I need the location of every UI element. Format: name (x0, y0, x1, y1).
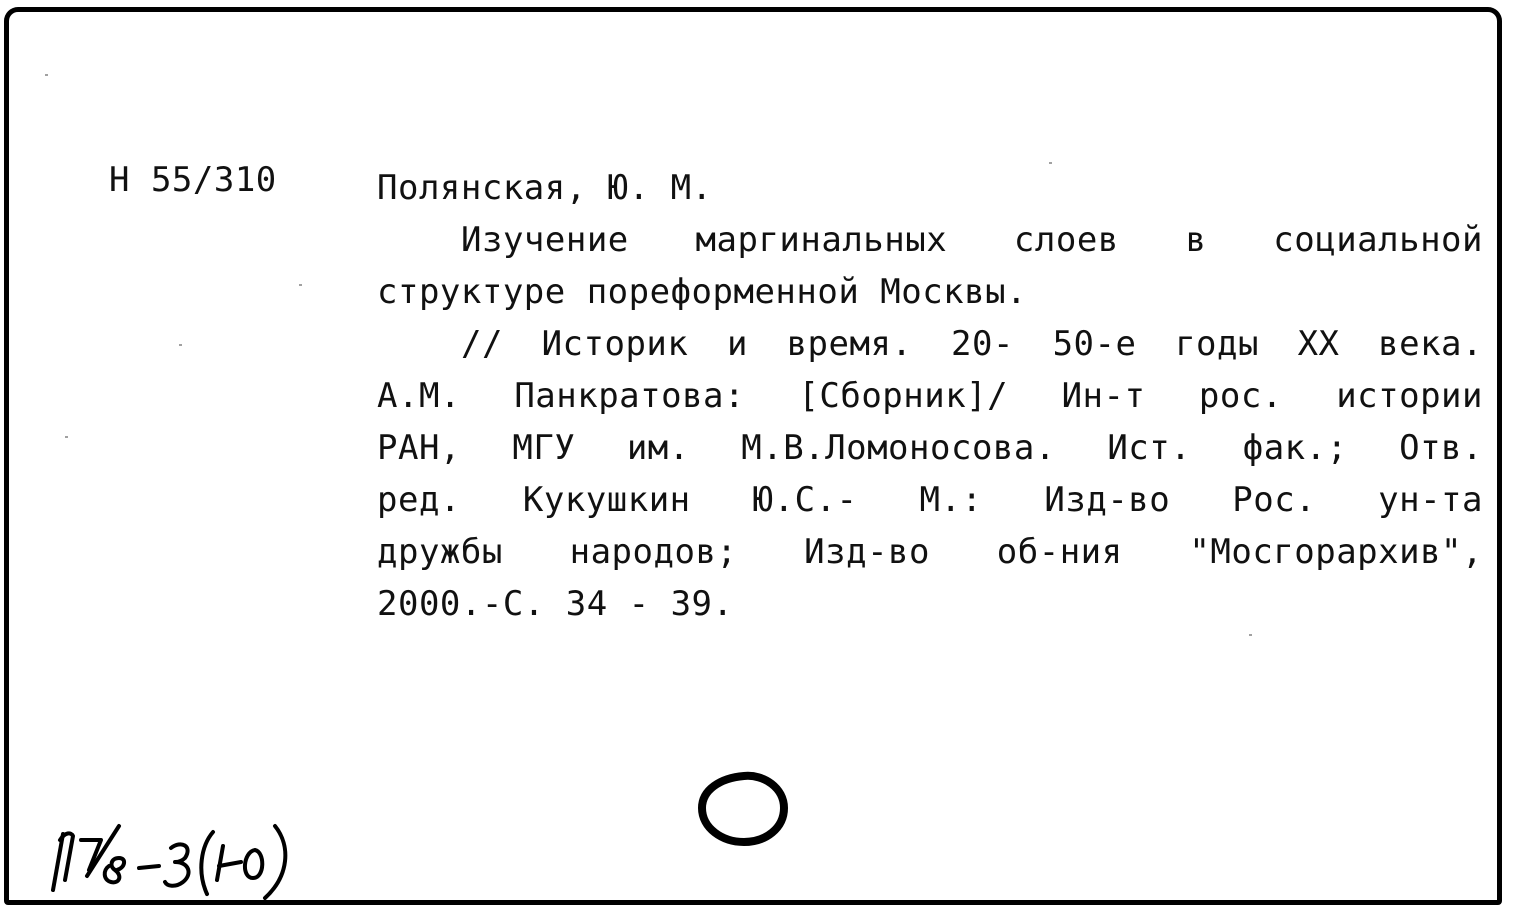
title-line-1: Изучение маргинальных слоев в социальной (461, 220, 1483, 260)
source-line-2: А.М. Панкратова: [Сборник]/ Ин-т рос. истории (377, 376, 1483, 416)
source-line-4: ред. Кукушкин Ю.С.- М.: Изд-во Рос. ун-та (377, 480, 1483, 520)
speck-2 (1049, 162, 1052, 164)
punch-hole-icon (698, 770, 790, 846)
bibliographic-entry (377, 162, 1483, 630)
speck-4 (1249, 634, 1252, 636)
handwritten-note (43, 820, 343, 910)
shelfmark: Н 55/310 (109, 160, 277, 200)
author-line: Полянская, Ю. М. (377, 168, 713, 208)
source-line-1: // Историк и время. 20- 50-е годы XX века. (461, 324, 1483, 364)
title-line-2: структуре пореформенной Москвы. (377, 272, 1028, 312)
source-line-5: дружбы народов; Изд-во об-ния "Мосгорархив", (377, 532, 1483, 572)
catalog-card (4, 7, 1502, 905)
speck-6 (179, 344, 182, 346)
speck-5 (65, 436, 68, 438)
source-line-6: 2000.-С. 34 - 39. (377, 584, 734, 624)
speck-1 (45, 74, 48, 76)
source-line-3: РАН, МГУ им. М.В.Ломоносова. Ист. фак.; Отв. (377, 428, 1483, 468)
speck-3 (299, 284, 302, 286)
